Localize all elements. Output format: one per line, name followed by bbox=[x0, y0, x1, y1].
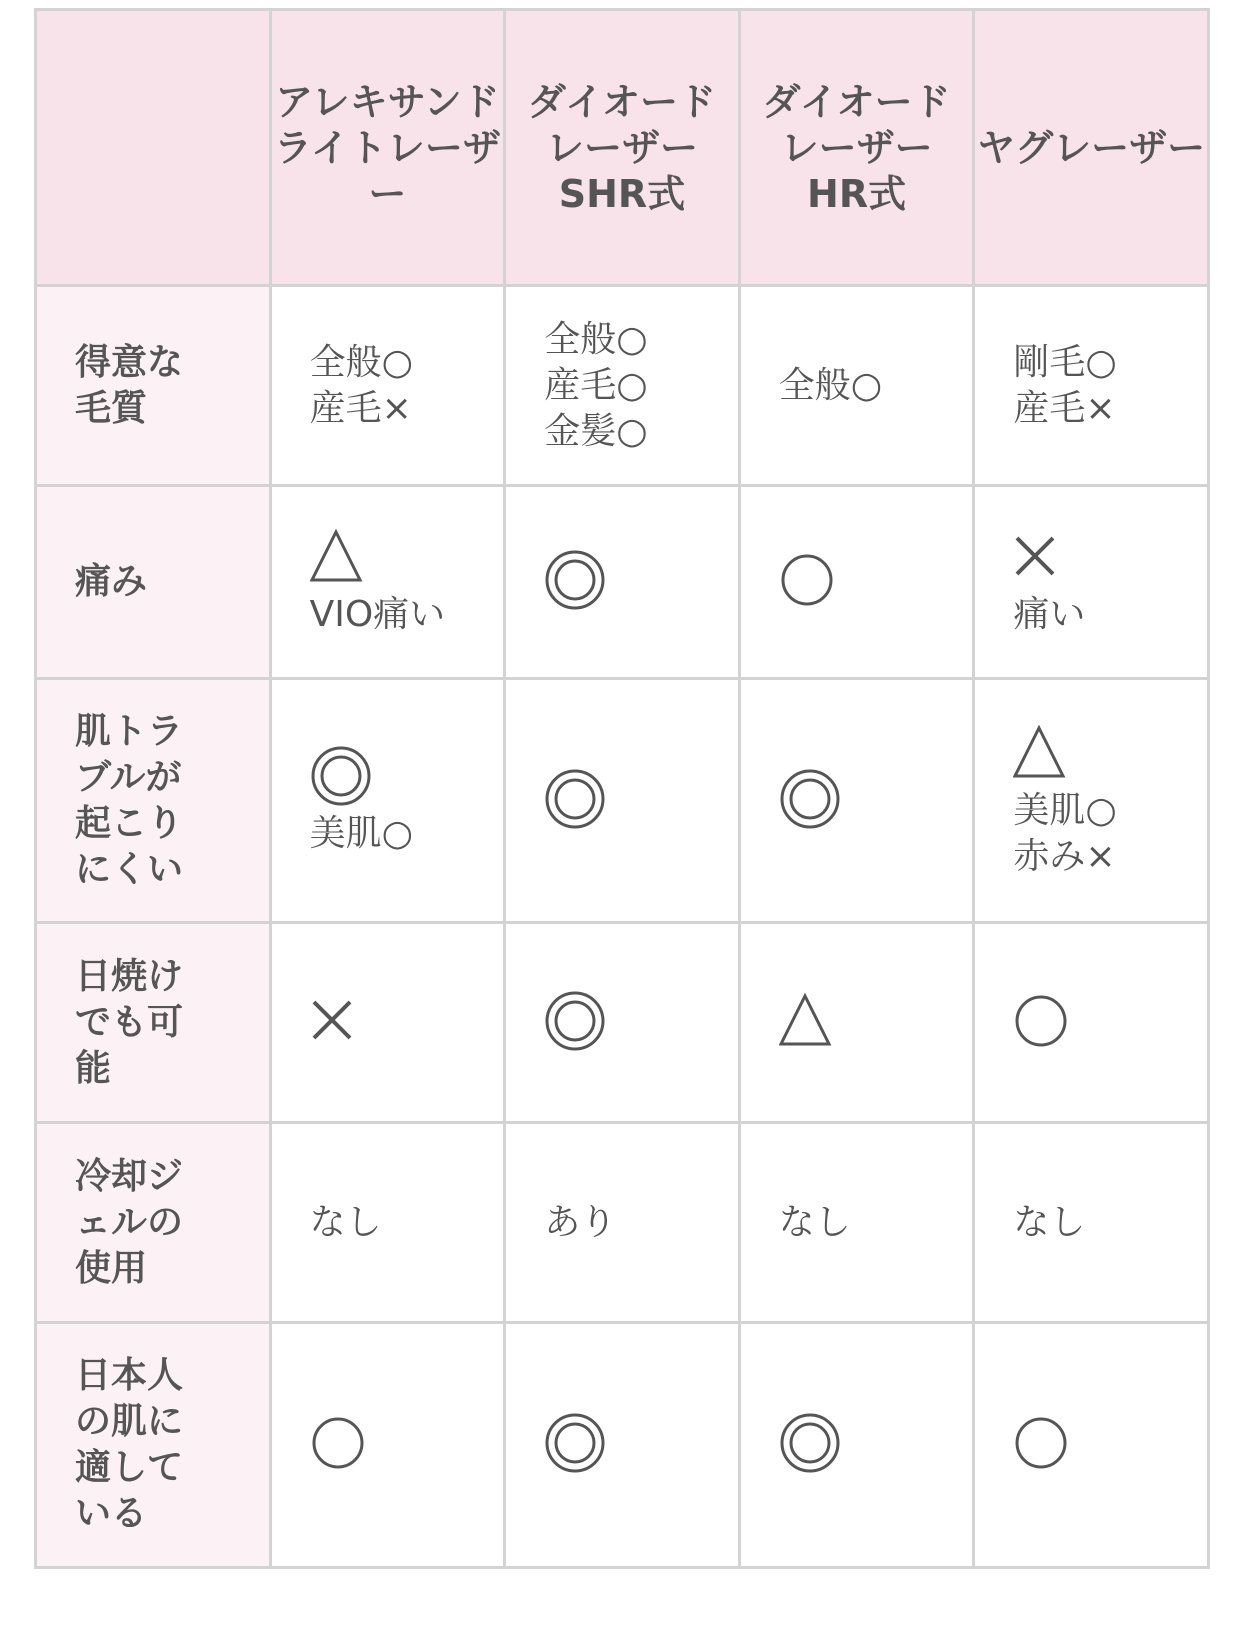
table-cell bbox=[270, 679, 505, 923]
double-circle-icon bbox=[544, 990, 606, 1052]
table-cell bbox=[505, 679, 740, 923]
header-row bbox=[36, 10, 1209, 286]
table-cell bbox=[270, 923, 505, 1123]
cell-text: なし bbox=[1013, 1201, 1086, 1243]
triangle-icon bbox=[779, 990, 841, 1052]
column-header: ダイオード レーザー SHR式 bbox=[505, 10, 740, 286]
double-circle-icon bbox=[779, 1412, 841, 1474]
table-cell bbox=[505, 286, 740, 486]
cell-text: 全般○ 産毛× bbox=[309, 341, 414, 429]
table-cell bbox=[505, 1323, 740, 1568]
table-row bbox=[36, 286, 1209, 486]
cell-text: 美肌○ bbox=[309, 812, 414, 854]
cell-text: 痛い bbox=[1013, 594, 1086, 635]
table-cell bbox=[974, 923, 1209, 1123]
double-circle-icon bbox=[310, 745, 372, 807]
table-cell bbox=[974, 286, 1209, 486]
table-row bbox=[36, 486, 1209, 679]
table-cell bbox=[739, 1323, 974, 1568]
cross-icon bbox=[310, 990, 372, 1052]
row-header: 肌トラ ブルが 起こり にくい bbox=[36, 679, 271, 923]
table-cell bbox=[270, 286, 505, 486]
cell-text: 全般○ 産毛○ 金髪○ bbox=[544, 318, 648, 452]
row-header: 冷却ジ ェルの 使用 bbox=[36, 1123, 271, 1323]
comparison-table bbox=[34, 8, 1210, 1569]
table-cell bbox=[974, 679, 1209, 923]
circle-icon bbox=[310, 1412, 372, 1474]
column-header: ヤグレーザー bbox=[974, 10, 1209, 286]
table-cell bbox=[270, 1123, 505, 1323]
double-circle-icon bbox=[779, 768, 841, 830]
cell-text: 剛毛○ 産毛× bbox=[1013, 341, 1117, 429]
corner-cell bbox=[36, 10, 271, 286]
column-header: アレキサンド ライトレーザー bbox=[270, 10, 505, 286]
circle-icon bbox=[1013, 990, 1075, 1052]
table-cell bbox=[739, 1123, 974, 1323]
row-header: 痛み bbox=[36, 486, 271, 679]
cell-text: VIO痛い bbox=[309, 594, 446, 635]
table-row bbox=[36, 679, 1209, 923]
cell-text: あり bbox=[544, 1201, 617, 1243]
table-cell bbox=[505, 486, 740, 679]
table-cell bbox=[270, 1323, 505, 1568]
cell-text: 全般○ bbox=[778, 364, 883, 406]
cell-text: なし bbox=[309, 1201, 382, 1243]
table-cell bbox=[270, 486, 505, 679]
column-header: ダイオード レーザー HR式 bbox=[739, 10, 974, 286]
row-header: 日本人 の肌に 適して いる bbox=[36, 1323, 271, 1568]
table-cell bbox=[974, 1123, 1209, 1323]
cross-icon bbox=[1013, 526, 1075, 588]
double-circle-icon bbox=[544, 768, 606, 830]
table-cell bbox=[739, 286, 974, 486]
cell-text: 美肌○ 赤み× bbox=[1013, 789, 1117, 877]
table-cell bbox=[739, 923, 974, 1123]
table-cell bbox=[505, 1123, 740, 1323]
circle-icon bbox=[1013, 1412, 1075, 1474]
triangle-icon bbox=[310, 526, 372, 588]
row-header: 日焼け でも可 能 bbox=[36, 923, 271, 1123]
row-header: 得意な 毛質 bbox=[36, 286, 271, 486]
circle-icon bbox=[779, 549, 841, 611]
triangle-icon bbox=[1013, 722, 1075, 784]
double-circle-icon bbox=[544, 1412, 606, 1474]
table-cell bbox=[739, 486, 974, 679]
table-row bbox=[36, 1123, 1209, 1323]
table-row bbox=[36, 923, 1209, 1123]
table-row bbox=[36, 1323, 1209, 1568]
cell-text: なし bbox=[778, 1201, 851, 1243]
table-cell bbox=[505, 923, 740, 1123]
table-cell bbox=[974, 486, 1209, 679]
double-circle-icon bbox=[544, 549, 606, 611]
table-cell bbox=[974, 1323, 1209, 1568]
table-cell bbox=[739, 679, 974, 923]
